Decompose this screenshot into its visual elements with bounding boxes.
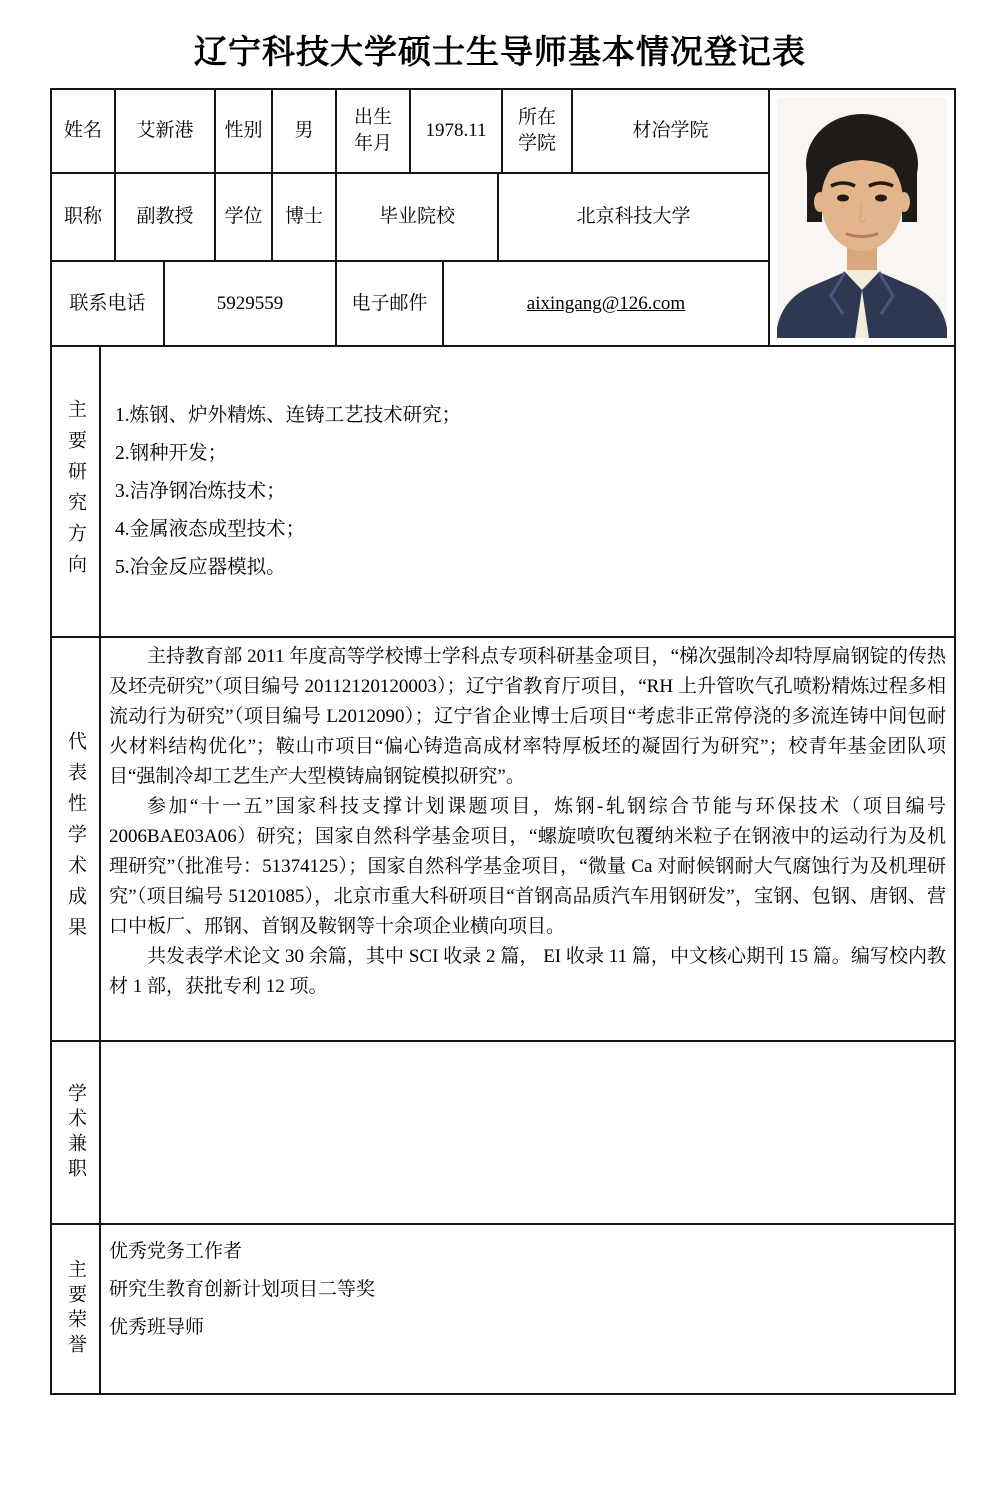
achievements-section-content xyxy=(101,638,954,1042)
email-link[interactable]: aixingang@126.com xyxy=(526,292,686,314)
research-item: 1.炼钢、炉外精炼、连铸工艺技术研究； xyxy=(115,404,462,426)
honors-section-content xyxy=(101,1225,954,1393)
birth-label: 出生年月 xyxy=(337,90,411,174)
phone-value: 5929559 xyxy=(165,262,337,347)
row-title-degree-almamater xyxy=(52,174,770,262)
photo-eye-right xyxy=(875,194,887,201)
section-achievements xyxy=(52,638,954,1042)
parttime-section-label: 学术兼职 xyxy=(52,1042,101,1225)
degree-value: 博士 xyxy=(273,174,337,262)
achievements-paragraph: 主持教育部 2011 年度高等学校博士学科点专项科研基金项目，“梯次强制冷却特厚扁钢锭的传热及坯壳研究”（项目编号 20112120120003）；辽宁省教育厅项目，“RH 上升管吹气孔喷粉精炼过程多相流动行为研究”（项目编号 L2012090）；辽宁省企业博士后项目“考虑非正常停浇的多流连铸中间包耐火材料结构优化”；鞍山市项目“偏心铸造高成材率特厚板坯的凝固行为研究”；校青年基金团队项目“强制冷却工艺生产大型模铸扁钢锭模拟研究”。 xyxy=(109,646,946,787)
research-section-content xyxy=(101,347,954,638)
section-research xyxy=(52,347,954,638)
research-item: 3.洁净钢冶炼技术； xyxy=(115,480,286,502)
alma-mater-label: 毕业院校 xyxy=(337,174,499,262)
email-label: 电子邮件 xyxy=(337,262,444,347)
section-honors xyxy=(52,1225,954,1393)
row-name-gender-birth-college xyxy=(52,90,770,174)
section-academic-parttime xyxy=(52,1042,954,1225)
gender-label: 性别 xyxy=(216,90,273,174)
birth-value: 1978.11 xyxy=(411,90,503,174)
job-title-label: 职称 xyxy=(52,174,116,262)
photo-eye-left xyxy=(837,194,849,201)
registration-form-table xyxy=(50,88,956,1395)
basic-info-block xyxy=(52,90,954,347)
photo-cell xyxy=(770,90,954,347)
alma-mater-value: 北京科技大学 xyxy=(499,174,770,262)
name-value: 艾新港 xyxy=(116,90,216,174)
honor-item: 研究生教育创新计划项目二等奖 xyxy=(109,1279,376,1300)
honor-item: 优秀党务工作者 xyxy=(109,1241,243,1262)
research-section-label: 主要研究方向 xyxy=(52,347,101,638)
achievements-section-label: 代表性学术成果 xyxy=(52,638,101,1042)
research-item: 5.冶金反应器模拟。 xyxy=(115,556,286,578)
gender-value: 男 xyxy=(273,90,337,174)
honors-section-label: 主要荣誉 xyxy=(52,1225,101,1393)
college-value: 材冶学院 xyxy=(573,90,770,174)
page-title: 辽宁科技大学硕士生导师基本情况登记表 xyxy=(194,35,806,71)
id-photo xyxy=(777,98,947,338)
achievements-paragraph: 参加“十一五”国家科技支撑计划课题项目，炼钢-轧钢综合节能与环保技术（项目编号 2006BAE03A06）研究；国家自然科学基金项目，“螺旋喷吹包覆纳米粒子在钢液中的运动行为及机理研究”（批准号：51374125）；国家自然科学基金项目，“微量 Ca 对耐候钢耐大气腐蚀行为及机理研究”（项目编号 51201085），北京市重大科研项目“首钢高品质汽车用钢研发”，宝钢、包钢、唐钢、营口中板厂、邢钢、首钢及鞍钢等十余项企业横向项目。 xyxy=(109,796,946,937)
degree-label: 学位 xyxy=(216,174,273,262)
research-item: 2.钢种开发； xyxy=(115,442,228,464)
phone-label: 联系电话 xyxy=(52,262,165,347)
research-item: 4.金属液态成型技术； xyxy=(115,518,306,540)
name-label: 姓名 xyxy=(52,90,116,174)
row-phone-email xyxy=(52,262,770,347)
college-label: 所在学院 xyxy=(503,90,573,174)
job-title-value: 副教授 xyxy=(116,174,216,262)
honor-item: 优秀班导师 xyxy=(109,1317,205,1338)
email-cell xyxy=(444,262,770,347)
parttime-section-content xyxy=(101,1042,954,1225)
achievements-paragraph: 共发表学术论文 30 余篇，其中 SCI 收录 2 篇， EI 收录 11 篇，中文核心期刊 15 篇。编写校内教材 1 部，获批专利 12 项。 xyxy=(109,946,946,997)
